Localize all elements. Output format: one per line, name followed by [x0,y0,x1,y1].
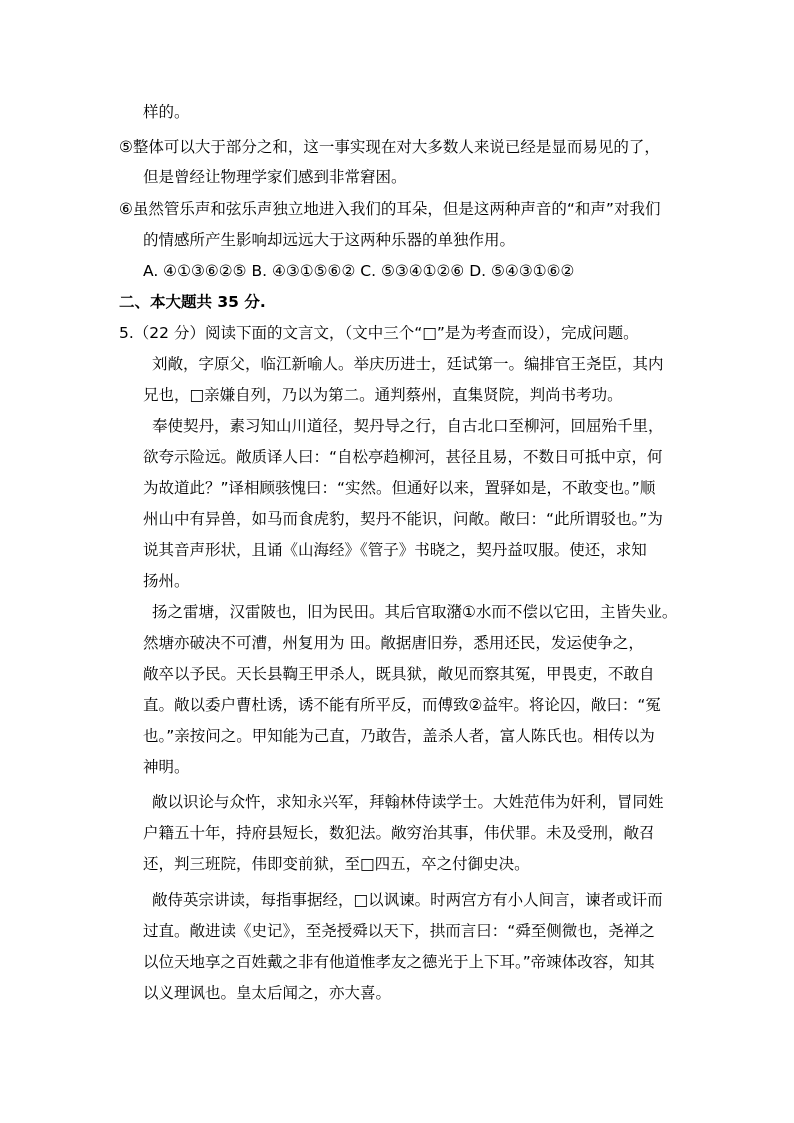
passage-line: 扬州。 [143,572,190,590]
passage-line: 欲夸示险远。敞质译人曰：“自松亭趋柳河，甚径且易，不数日可抵中京，何 [143,448,663,466]
section-heading: 二、本大题共 35 分. [119,293,266,311]
passage-line: 也。”亲按问之。甲知能为己直，乃敢告，盖杀人者，富人陈氏也。相传以为 [143,727,655,745]
passage-line: 过直。敞进读《史记》，至尧授舜以天下，拱而言曰：“舜至侧微也，尧禅之 [143,922,655,940]
passage-line: 以义理讽也。皇太后闻之，亦大喜。 [143,984,392,1002]
passage-line: 敞侍英宗讲读，每指事据经，□以讽谏。时两宫方有小人间言，谏者或讦而 [152,891,663,909]
q4-option-5-line-1: ⑤整体可以大于部分之和，这一事实现在对大多数人来说已经是显而易见的了， [119,138,660,156]
passage-line: 兄也，□亲嫌自列，乃以为第二。通判蔡州，直集贤院，判尚书考功。 [143,386,623,404]
passage-line: 说其音声形状，且诵《山海经》《管子》书晓之，契丹益叹服。使还，求知 [143,541,647,559]
q5-stem: 5.（22 分）阅读下面的文言文，（文中三个“□”是为考查而设），完成问题。 [119,324,639,342]
q4-option-6-line-1: ⑥虽然管乐声和弦乐声独立地进入我们的耳朵，但是这两种声音的“和声”对我们 [119,200,661,218]
q4-text-line: 样的。 [143,103,190,121]
passage-line: 州山中有异兽，如马而食虎豹，契丹不能识，问敞。敞曰：“此所谓驳也。”为 [143,510,663,528]
passage-line: 神明。 [143,758,190,776]
passage-line: 敞卒以予民。天长县鞫王甲杀人，既具狱，敞见而察其冤，甲畏吏，不敢自 [143,665,655,683]
passage-line: 敞以识论与众忤，求知永兴军，拜翰林侍读学士。大姓范伟为奸利，冒同姓 [152,793,664,811]
passage-line: 还，判三班院，伟即变前狱，至□四五，卒之付御史决。 [143,855,530,873]
passage-line: 扬之雷塘，汉雷陂也，旧为民田。其后官取潴①水而不偿以它田，主皆失业。 [152,603,678,621]
passage-line: 然塘亦破决不可漕，州复用为 田。敞据唐旧券，悉用还民，发运使争之， [143,634,644,652]
q4-option-5-line-2: 但是曾经让物理学家们感到非常窘困。 [143,168,407,186]
passage-line: 为故道此？”译相顾骇愧曰：“实然。但通好以来，置驿如是，不敢变也。”顺 [143,479,656,497]
passage-line: 刘敞，字原父，临江新喻人。举庆历进士，廷试第一。编排官王尧臣，其内 [152,355,664,373]
passage-line: 直。敞以委户曹杜诱，诱不能有所平反，而傅致②益牢。将论囚，敞曰：“冤 [143,696,661,714]
q4-answer-choices: A. ④①③⑥②⑤ B. ④③①⑤⑥② C. ⑤③④①②⑥ D. ⑤④③①⑥② [143,262,575,280]
passage-line: 以位天地享之百姓戴之非有他道惟孝友之德光于上下耳。”帝竦体改容，知其 [143,953,655,971]
q4-option-6-line-2: 的情感所产生影响却远远大于这两种乐器的单独作用。 [143,231,516,249]
passage-line: 户籍五十年，持府县短长，数犯法。敞穷治其事，伟伏罪。未及受刑，敞召 [143,824,655,842]
passage-line: 奉使契丹，素习知山川道径，契丹导之行，自古北口至柳河，回屈殆千里， [152,417,664,435]
